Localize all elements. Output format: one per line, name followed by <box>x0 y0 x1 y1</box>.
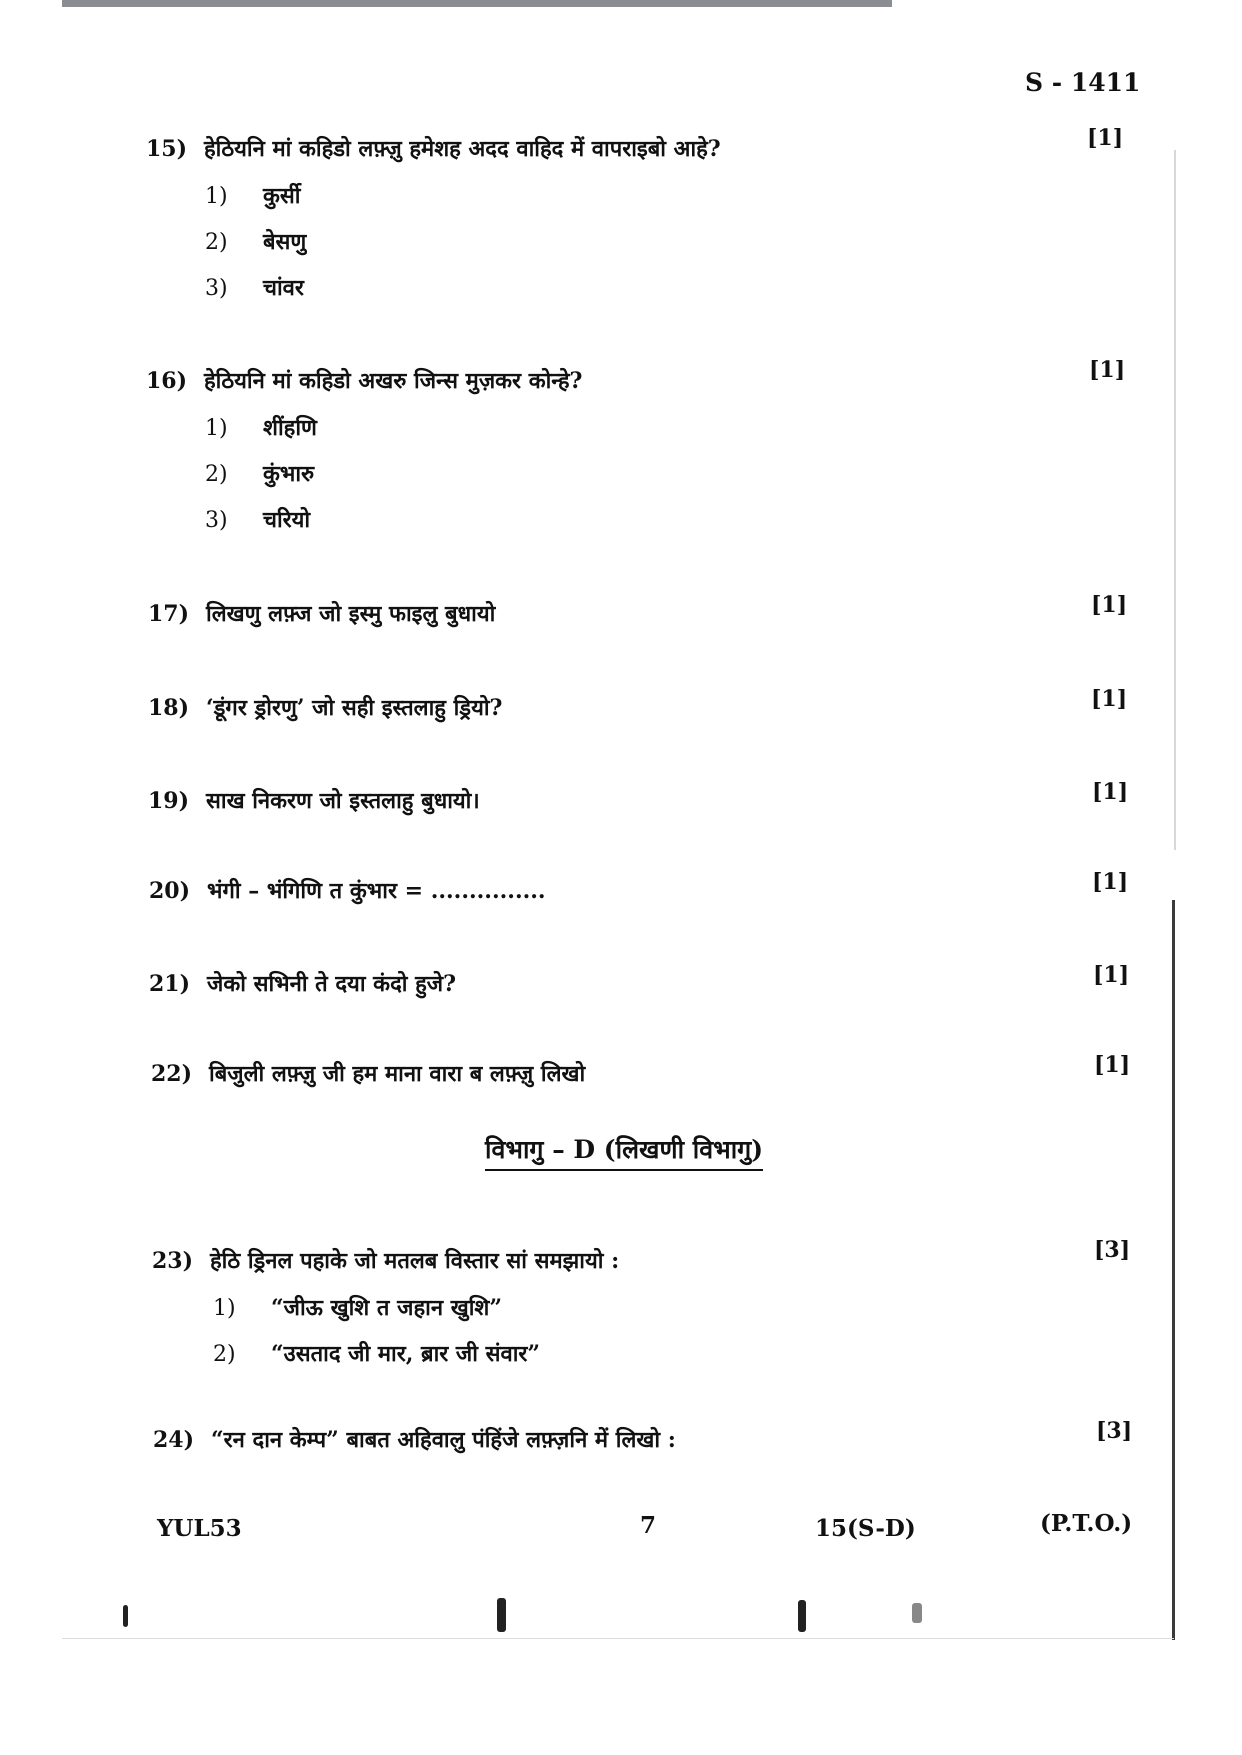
question-text: साख निकरण जो इस्तलाहु बुधायो। <box>206 788 480 814</box>
page-right-edge-faint <box>1174 150 1176 850</box>
question-number: 21) <box>149 971 191 997</box>
scan-speck <box>497 1598 506 1632</box>
question-marks: [1] <box>1091 592 1128 618</box>
scan-speck <box>798 1600 806 1632</box>
question-17 <box>148 598 495 628</box>
question-text: हेठियनि मां कहिडो अखरु जिन्स मुज़कर कोन्हे? <box>204 368 583 394</box>
question-marks: [1] <box>1087 125 1124 151</box>
option: 3) चरियो <box>205 507 311 533</box>
question-number: 24) <box>153 1427 195 1453</box>
question-23 <box>152 1245 619 1275</box>
question-number: 22) <box>151 1061 193 1087</box>
option: 1) “जीऊ खुशि त जहान खुशि” <box>213 1295 502 1321</box>
question-text: हेठियनि मां कहिडो लफ़्ज़ु हमेशह अदद वाहिद में वापराइबो आहे? <box>204 136 721 162</box>
pto-label: (P.T.O.) <box>1040 1510 1133 1537</box>
question-22 <box>151 1058 585 1088</box>
question-number: 16) <box>146 368 188 394</box>
page-number: 7 <box>640 1512 657 1539</box>
question-18 <box>148 692 502 722</box>
question-number: 17) <box>148 601 190 627</box>
question-number: 23) <box>152 1248 194 1274</box>
question-21 <box>149 968 456 998</box>
question-16 <box>146 365 582 395</box>
footer-paper-code: YUL53 <box>157 1515 242 1542</box>
question-marks: [1] <box>1092 869 1129 895</box>
footer-set-code: 15(S-D) <box>815 1515 916 1542</box>
question-19 <box>148 785 480 815</box>
option: 3) चांवर <box>205 275 304 301</box>
question-marks: [1] <box>1093 962 1130 988</box>
page-right-edge <box>1172 900 1175 1640</box>
question-text: भंगी – भंगिणि त कुंभार = ............... <box>207 878 546 904</box>
question-20 <box>149 875 546 905</box>
option: 1) कुर्सी <box>205 183 301 209</box>
question-number: 15) <box>146 136 188 162</box>
question-text: ‘डूंगर ड्रोरणु’ जो सही इस्तलाहु ड्रियो? <box>206 695 503 721</box>
question-15 <box>146 133 721 163</box>
scan-speck <box>123 1605 128 1627</box>
question-text: “रन दान केम्प” बाबत अहिवालु पंहिंजे लफ़्ज़नि में लिखो : <box>211 1427 676 1453</box>
question-marks: [1] <box>1089 357 1126 383</box>
option: 2) कुंभारु <box>205 461 315 487</box>
question-text: जेको सभिनी ते दया कंदो हुजे? <box>207 971 457 997</box>
question-number: 19) <box>148 788 190 814</box>
question-text: हेठि ड्रिनल पहाके जो मतलब विस्तार सां समझायो : <box>210 1248 620 1274</box>
question-text: बिजुली लफ़्ज़ु जी हम माना वारा ब लफ़्ज़ु लिखो <box>209 1061 586 1087</box>
page-bottom-edge <box>62 1638 1174 1639</box>
option: 2) “उसताद जी मार, ब्रार जी संवार” <box>213 1341 541 1367</box>
section-heading: विभागु – D (लिखणी विभागु) <box>485 1132 763 1171</box>
question-marks: [1] <box>1091 686 1128 712</box>
scan-speck <box>912 1603 922 1623</box>
question-24 <box>153 1424 676 1454</box>
paper-code: S - 1411 <box>1025 68 1141 97</box>
option: 2) बेसणु <box>205 229 307 255</box>
question-marks: [1] <box>1092 779 1129 805</box>
question-marks: [3] <box>1094 1237 1131 1263</box>
scan-top-edge <box>62 0 892 7</box>
question-number: 18) <box>148 695 190 721</box>
question-marks: [3] <box>1096 1418 1133 1444</box>
question-text: लिखणु लफ़्ज जो इस्मु फाइलु बुधायो <box>206 601 496 627</box>
option: 1) शींहणि <box>205 415 317 441</box>
question-number: 20) <box>149 878 191 904</box>
question-marks: [1] <box>1094 1052 1131 1078</box>
